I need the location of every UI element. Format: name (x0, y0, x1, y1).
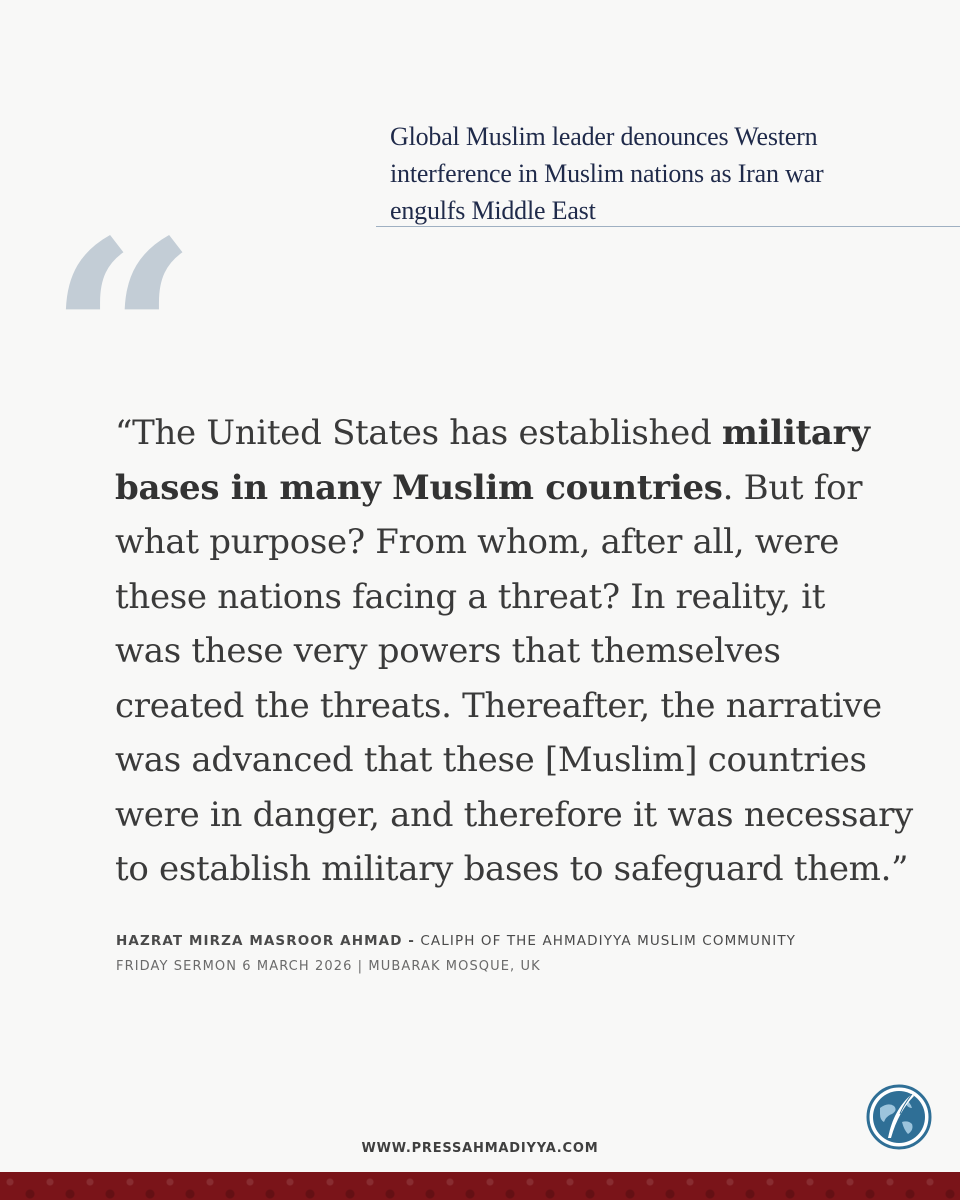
quote-bold-segment: military (721, 413, 870, 453)
headline-divider (376, 226, 960, 227)
headline (390, 118, 930, 229)
headline-line: engulfs Middle East (390, 196, 596, 225)
quote-line: to establish military bases to safeguard them.” (115, 849, 909, 889)
speaker-credit (116, 933, 796, 949)
quote-line: were in danger, and therefore it was necessary (115, 794, 913, 835)
quote-line: these nations facing a threat? In reality, it (115, 576, 826, 617)
quote-line (115, 406, 875, 461)
sermon-source: FRIDAY SERMON 6 MARCH 2026 | MUBARAK MOSQUE, UK (116, 959, 541, 974)
speaker-name: HAZRAT MIRZA MASROOR AHMAD - (116, 933, 416, 949)
speaker-title: CALIPH OF THE AHMADIYYA MUSLIM COMMUNITY (415, 933, 797, 949)
quote-mark-icon: “ (48, 185, 198, 490)
quote-text (115, 406, 913, 897)
quote-bold-segment: bases in many Muslim countries (115, 467, 723, 508)
headline-line: Global Muslim leader denounces Western (390, 122, 818, 151)
quote-line: created the threats. Thereafter, the narrative (115, 685, 882, 726)
quote-segment: “The United States has established (115, 413, 722, 453)
quote-line (115, 461, 875, 516)
quote-line: what purpose? From whom, after all, were (115, 522, 840, 562)
quote-segment: . But for (722, 467, 863, 508)
footer-pattern-band (0, 1172, 960, 1200)
quote-line: was advanced that these [Muslim] countries (115, 740, 867, 780)
quote-line: was these very powers that themselves (115, 631, 781, 671)
website-link[interactable]: WWW.PRESSAHMADIYYA.COM (361, 1141, 599, 1156)
headline-line: interference in Muslim nations as Iran war (390, 159, 824, 188)
